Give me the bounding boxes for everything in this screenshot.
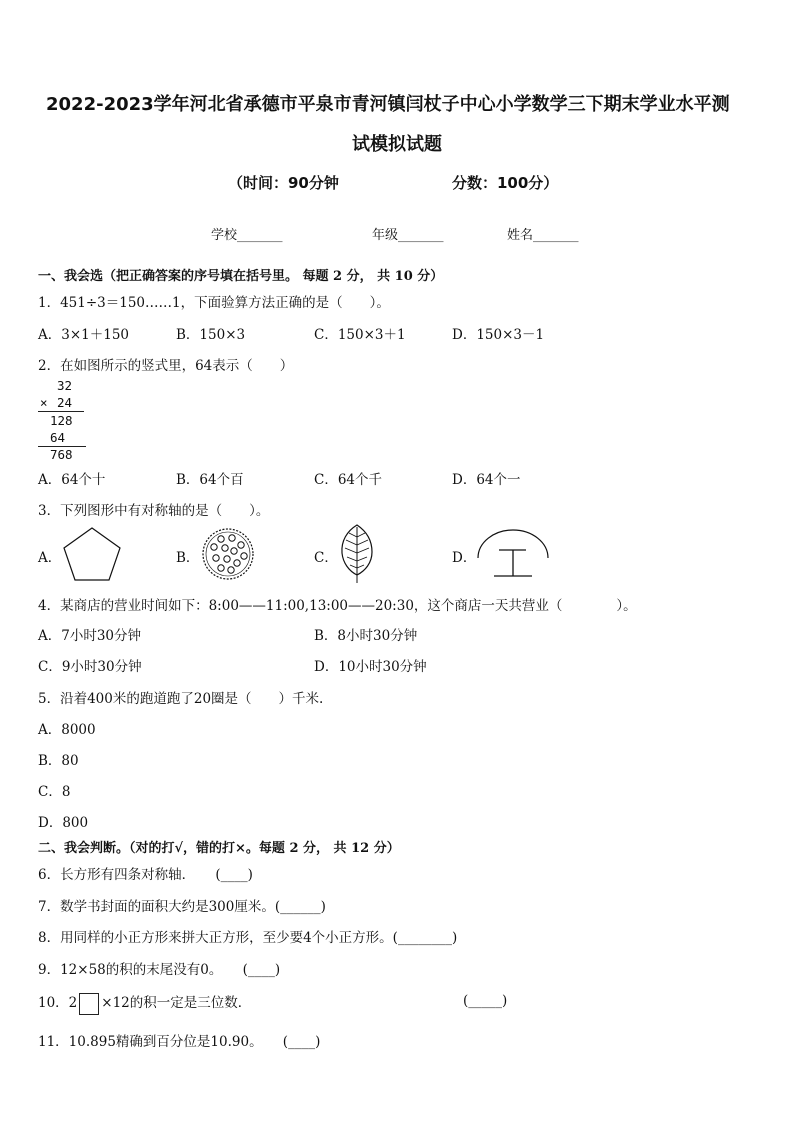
question-5-stem: 5．沿着400米的跑道跑了20圈是（ ）千米. <box>38 691 324 707</box>
question-4-option-a[interactable]: A．7小时30分钟 <box>38 628 142 644</box>
dotted-circle-figure <box>201 527 255 581</box>
question-10 <box>38 991 251 1015</box>
question-3-option-d[interactable]: D． <box>452 550 477 566</box>
leaf-figure <box>337 523 377 585</box>
question-8[interactable]: 8．用同样的小正方形来拼大正方形，至少要4个小正方形。(________) <box>38 930 458 946</box>
vertical-product: 768 <box>50 447 73 462</box>
question-1-option-b[interactable]: B．150×3 <box>176 327 246 343</box>
section-1-heading: 一、我会选（把正确答案的序号填在括号里。 每题 2 分， 共 10 分） <box>38 269 444 284</box>
question-7[interactable]: 7．数学书封面的面积大约是300厘米。(______) <box>38 899 326 915</box>
question-10-suffix: ×12的积一定是三位数． <box>101 995 252 1011</box>
vertical-partial-1: 128 <box>50 413 73 428</box>
question-3-option-b[interactable]: B． <box>176 550 200 566</box>
question-5-option-c[interactable]: C．8 <box>38 784 71 800</box>
question-5-option-d[interactable]: D．800 <box>38 815 89 831</box>
question-2-option-c[interactable]: C．64个千 <box>314 472 383 488</box>
vertical-multiplicand: 32 <box>57 378 73 393</box>
name-field[interactable]: 姓名_______ <box>507 228 579 243</box>
question-2-option-a[interactable]: A．64个十 <box>38 472 106 488</box>
question-5-option-a[interactable]: A．8000 <box>38 722 96 738</box>
arch-figure <box>476 528 550 582</box>
grade-field[interactable]: 年级_______ <box>372 228 444 243</box>
question-4-option-d[interactable]: D．10小时30分钟 <box>314 659 427 675</box>
question-11[interactable]: 11．10.895精确到百分位是10.90。 (____) <box>38 1034 321 1050</box>
question-4-stem: 4．某商店的营业时间如下：8:00——11:00,13:00——20:30，这个商店一天共营业（ ）。 <box>38 598 637 614</box>
question-1-option-d[interactable]: D．150×3－1 <box>452 327 545 343</box>
question-1-option-c[interactable]: C．150×3＋1 <box>314 327 406 343</box>
digit-box[interactable] <box>79 993 99 1015</box>
exam-title-line1: 2022-2023学年河北省承德市平泉市青河镇闫杖子中心小学数学三下期末学业水平测 <box>46 94 730 115</box>
question-1-option-a[interactable]: A．3×1＋150 <box>38 327 130 343</box>
question-3-stem: 3．下列图形中有对称轴的是（ ）。 <box>38 503 270 519</box>
exam-score: 分数：100分） <box>452 174 559 192</box>
question-2-option-d[interactable]: D．64个一 <box>452 472 521 488</box>
question-9[interactable]: 9．12×58的积的末尾没有0。 (____) <box>38 962 281 978</box>
question-10-prefix: 10．2 <box>38 995 78 1011</box>
exam-title-line2: 试模拟试题 <box>352 134 442 155</box>
question-6[interactable]: 6．长方形有四条对称轴． (____) <box>38 867 253 883</box>
pentagon-figure <box>62 526 122 582</box>
exam-time: （时间：90分钟 <box>228 174 339 192</box>
question-3-option-c[interactable]: C． <box>314 550 338 566</box>
vertical-times-sign: × <box>40 395 48 410</box>
school-field[interactable]: 学校_______ <box>211 228 283 243</box>
vertical-multiplier: 24 <box>57 395 73 410</box>
vertical-rule-1 <box>38 411 84 412</box>
question-3-option-a[interactable]: A． <box>38 550 62 566</box>
question-4-option-c[interactable]: C．9小时30分钟 <box>38 659 142 675</box>
question-5-option-b[interactable]: B．80 <box>38 753 79 769</box>
question-2-option-b[interactable]: B．64个百 <box>176 472 244 488</box>
vertical-partial-2: 64 <box>50 430 66 445</box>
question-4-option-b[interactable]: B．8小时30分钟 <box>314 628 418 644</box>
section-2-heading: 二、我会判断。（对的打√，错的打×。每题 2 分， 共 12 分） <box>38 841 400 856</box>
question-2-stem: 2．在如图所示的竖式里，64表示（ ） <box>38 358 294 374</box>
question-1-stem: 1．451÷3＝150……1，下面验算方法正确的是（ ）。 <box>38 295 390 311</box>
question-10-answer-blank[interactable]: (_____) <box>463 993 508 1009</box>
